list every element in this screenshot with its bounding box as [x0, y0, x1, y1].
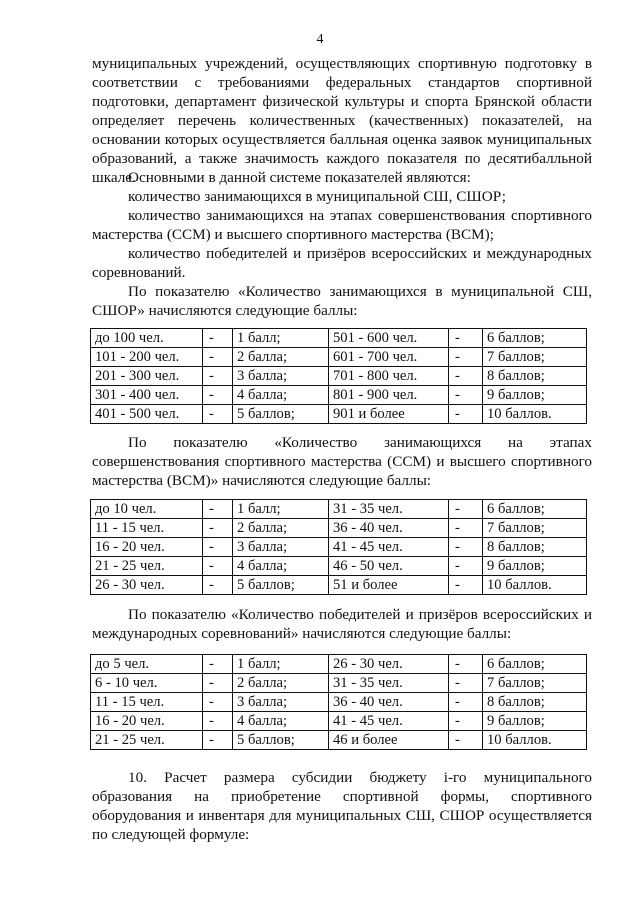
table-cell: 5 баллов;: [233, 405, 329, 424]
table-cell: 16 - 20 чел.: [91, 538, 203, 557]
table-cell: -: [203, 519, 233, 538]
table-cell: 801 - 900 чел.: [329, 386, 449, 405]
table-cell: 4 балла;: [233, 557, 329, 576]
table-cell: 16 - 20 чел.: [91, 712, 203, 731]
table-cell: 9 баллов;: [483, 386, 587, 405]
table-cell: -: [449, 674, 483, 693]
table-cell: -: [449, 405, 483, 424]
table-cell: 2 балла;: [233, 674, 329, 693]
section-10: 10. Расчет размера субсидии бюджету i-го муниципального образования на приобретение спортивной формы, спортивного оборудования и инвентаря для муниципальных СШ, СШОР осуществляется по следующей формуле:: [92, 769, 592, 843]
table-cell: 4 балла;: [233, 712, 329, 731]
table-cell: 21 - 25 чел.: [91, 557, 203, 576]
table-cell: -: [203, 712, 233, 731]
table-cell: 21 - 25 чел.: [91, 731, 203, 750]
table-row: [91, 386, 587, 405]
table-cell: -: [449, 731, 483, 750]
table-cell: 41 - 45 чел.: [329, 538, 449, 557]
table-cell: -: [203, 693, 233, 712]
table-cell: 1 балл;: [233, 500, 329, 519]
table-row: [91, 693, 587, 712]
table-row: [91, 557, 587, 576]
table-cell: 3 балла;: [233, 538, 329, 557]
intro-paragraph: муниципальных учреждений, осуществляющих спортивную подготовку в соответствии с требованиями федеральных стандартов спортивной подготовки, департамент физической культуры и спорта Брянской области определяет перечень количественных (качественных) показателей, на основании которых осуществляется балльная оценка заявок муниципальных образований, а также значимость каждого показателя по десятибалльной шкале.: [92, 55, 592, 186]
table-cell: -: [203, 655, 233, 674]
table-row: [91, 712, 587, 731]
table-cell: -: [203, 500, 233, 519]
table-cell: 501 - 600 чел.: [329, 329, 449, 348]
table-cell: 26 - 30 чел.: [329, 655, 449, 674]
table-row: [91, 731, 587, 750]
indicator-1: количество занимающихся в муниципальной СШ, СШОР;: [128, 188, 506, 205]
table2-intro: По показателю «Количество занимающихся на этапах совершенствования спортивного мастерства (ССМ) и высшего спортивного мастерства (ВСМ)» начисляются следующие баллы:: [92, 434, 592, 489]
table-cell: 901 и более: [329, 405, 449, 424]
indicators-heading: Основными в данной системе показателей являются:: [128, 169, 471, 186]
table-cell: -: [449, 329, 483, 348]
table-cell: -: [449, 557, 483, 576]
table-cell: 41 - 45 чел.: [329, 712, 449, 731]
table-cell: 10 баллов.: [483, 405, 587, 424]
indicator-2: количество занимающихся на этапах совершенствования спортивного мастерства (ССМ) и высшего спортивного мастерства (ВСМ);: [92, 207, 592, 243]
table-cell: -: [203, 538, 233, 557]
table-cell: 101 - 200 чел.: [91, 348, 203, 367]
table-cell: 51 и более: [329, 576, 449, 595]
table-row: [91, 674, 587, 693]
table-cell: 11 - 15 чел.: [91, 693, 203, 712]
table-cell: -: [449, 693, 483, 712]
table-cell: 401 - 500 чел.: [91, 405, 203, 424]
page-number: 4: [316, 32, 324, 47]
table-cell: 6 - 10 чел.: [91, 674, 203, 693]
table-row: [91, 500, 587, 519]
table-cell: 11 - 15 чел.: [91, 519, 203, 538]
table-cell: до 10 чел.: [91, 500, 203, 519]
table-cell: -: [449, 712, 483, 731]
table-cell: 601 - 700 чел.: [329, 348, 449, 367]
table-cell: 7 баллов;: [483, 348, 587, 367]
table-cell: 3 балла;: [233, 367, 329, 386]
table-cell: 201 - 300 чел.: [91, 367, 203, 386]
table-cell: -: [203, 674, 233, 693]
table-cell: -: [449, 367, 483, 386]
table-cell: 26 - 30 чел.: [91, 576, 203, 595]
table-cell: 7 баллов;: [483, 519, 587, 538]
table-cell: 36 - 40 чел.: [329, 519, 449, 538]
table-cell: 10 баллов.: [483, 576, 587, 595]
table-cell: 5 баллов;: [233, 731, 329, 750]
table-cell: -: [449, 655, 483, 674]
table-row: [91, 655, 587, 674]
table-cell: 6 баллов;: [483, 500, 587, 519]
score-table-participants: [90, 328, 587, 424]
table-cell: 31 - 35 чел.: [329, 500, 449, 519]
table-cell: -: [203, 367, 233, 386]
table-cell: 9 баллов;: [483, 712, 587, 731]
table-cell: 7 баллов;: [483, 674, 587, 693]
table-cell: -: [449, 500, 483, 519]
table-cell: 8 баллов;: [483, 693, 587, 712]
table-cell: 6 баллов;: [483, 655, 587, 674]
table-cell: 10 баллов.: [483, 731, 587, 750]
table-cell: до 100 чел.: [91, 329, 203, 348]
indicator-3: количество победителей и призёров всероссийских и международных соревнований.: [92, 245, 592, 281]
score-table-ssm-vsm: [90, 499, 587, 595]
score-table-winners: [90, 654, 587, 750]
table-row: [91, 405, 587, 424]
table-cell: -: [449, 519, 483, 538]
table-cell: 46 и более: [329, 731, 449, 750]
table-row: [91, 576, 587, 595]
table-cell: 9 баллов;: [483, 557, 587, 576]
table3-intro: По показателю «Количество победителей и призёров всероссийских и международных соревнований» начисляются следующие баллы:: [92, 606, 592, 642]
table-cell: 2 балла;: [233, 519, 329, 538]
table-cell: -: [203, 348, 233, 367]
table-cell: 6 баллов;: [483, 329, 587, 348]
table-cell: 301 - 400 чел.: [91, 386, 203, 405]
table1-intro: По показателю «Количество занимающихся в муниципальной СШ, СШОР» начисляются следующие баллы:: [92, 283, 592, 319]
table-row: [91, 329, 587, 348]
table-cell: 3 балла;: [233, 693, 329, 712]
table-cell: 701 - 800 чел.: [329, 367, 449, 386]
table-row: [91, 348, 587, 367]
table-cell: -: [203, 557, 233, 576]
table-cell: -: [449, 538, 483, 557]
table-row: [91, 538, 587, 557]
table-cell: -: [203, 731, 233, 750]
table-cell: -: [203, 329, 233, 348]
table-cell: 5 баллов;: [233, 576, 329, 595]
table-cell: -: [449, 576, 483, 595]
table-cell: -: [449, 348, 483, 367]
table-cell: 8 баллов;: [483, 367, 587, 386]
table-cell: 36 - 40 чел.: [329, 693, 449, 712]
table-cell: до 5 чел.: [91, 655, 203, 674]
table-cell: 46 - 50 чел.: [329, 557, 449, 576]
table-cell: 1 балл;: [233, 655, 329, 674]
table-cell: -: [203, 576, 233, 595]
table-row: [91, 519, 587, 538]
table-row: [91, 367, 587, 386]
table-cell: -: [203, 405, 233, 424]
table-cell: 31 - 35 чел.: [329, 674, 449, 693]
table-cell: 4 балла;: [233, 386, 329, 405]
table-cell: 1 балл;: [233, 329, 329, 348]
table-cell: -: [449, 386, 483, 405]
table-cell: 2 балла;: [233, 348, 329, 367]
table-cell: 8 баллов;: [483, 538, 587, 557]
table-cell: -: [203, 386, 233, 405]
